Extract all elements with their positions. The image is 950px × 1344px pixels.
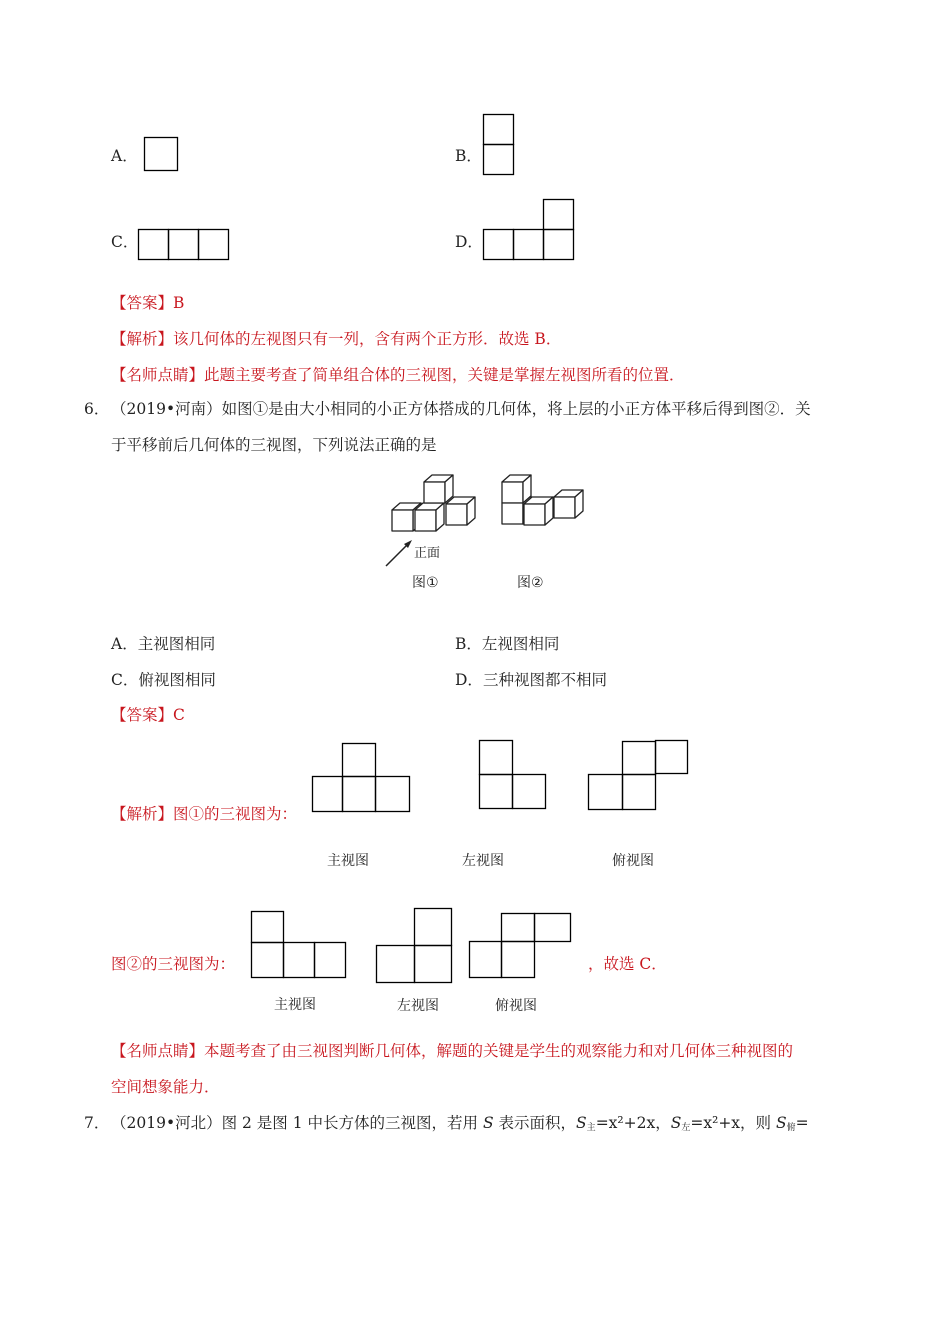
q7-number: 7． [84, 1114, 110, 1132]
solid-figure-1 [392, 475, 475, 531]
option-b-figure [483, 114, 515, 176]
fig1-top-view [588, 740, 692, 812]
fig1-top-view-label: 俯视图 [612, 853, 654, 869]
q6-analysis-end: ，故选 C． [588, 955, 667, 973]
figure-1-caption: 图① [412, 575, 439, 591]
q6-option-d: D．三种视图都不相同 [455, 671, 607, 689]
option-b-label: B． [455, 147, 482, 165]
fig2-left-view [376, 908, 456, 986]
option-d-label: D． [455, 233, 483, 251]
fig1-front-view [312, 743, 416, 815]
fig2-top-view [469, 913, 575, 981]
q6-tip-line2: 空间想象能力． [111, 1078, 220, 1096]
option-a-label: A． [111, 147, 138, 165]
q5-analysis: 【解析】该几何体的左视图只有一列，含有两个正方形．故选 B． [111, 330, 562, 348]
q6-option-c: C．俯视图相同 [111, 671, 216, 689]
fig1-left-view-label: 左视图 [462, 853, 504, 869]
front-label: 正面 [414, 546, 441, 561]
fig1-front-view-label: 主视图 [327, 853, 369, 869]
fig2-top-view-label: 俯视图 [495, 998, 537, 1014]
q6-option-a: A．主视图相同 [111, 635, 216, 653]
fig2-front-view [251, 911, 351, 981]
front-arrow [386, 544, 408, 566]
fig1-left-view [479, 740, 551, 812]
option-c-label: C． [111, 233, 139, 251]
q6-number: 6． [84, 400, 110, 418]
q6-stem-line1: （2019•河南）如图①是由大小相同的小正方体搭成的几何体，将上层的小正方体平移后得到图②．关 [111, 400, 811, 418]
q6-analysis-prefix: 【解析】图①的三视图为： [111, 805, 298, 823]
q6-tip-line1: 【名师点睛】本题考查了由三视图判断几何体，解题的关键是学生的观察能力和对几何体三种视图的 [111, 1042, 794, 1060]
q5-answer: 【答案】B [111, 294, 185, 312]
fig2-front-view-label: 主视图 [274, 997, 316, 1013]
q6-analysis-second: 图②的三视图为： [111, 955, 236, 973]
q6-stem-line2: 于平移前后几何体的三视图，下列说法正确的是 [111, 436, 437, 454]
option-d-figure [483, 199, 577, 263]
q6-option-b: B．左视图相同 [455, 635, 560, 653]
figure-2-caption: 图② [517, 575, 544, 591]
fig2-left-view-label: 左视图 [397, 998, 439, 1014]
q5-tip: 【名师点睛】此题主要考查了简单组合体的三视图，关键是掌握左视图所看的位置． [111, 366, 685, 384]
option-c-figure [138, 229, 232, 262]
q7-stem: （2019•河北）图 2 是图 1 中长方体的三视图，若用 S 表示面积，$S_主=x^2+2x$，$S_左=x^2+x$，则 $S_俯=$ [111, 1114, 809, 1133]
option-a-figure [144, 137, 180, 173]
solid-figure-2 [502, 475, 583, 525]
q6-answer: 【答案】C [111, 706, 185, 724]
